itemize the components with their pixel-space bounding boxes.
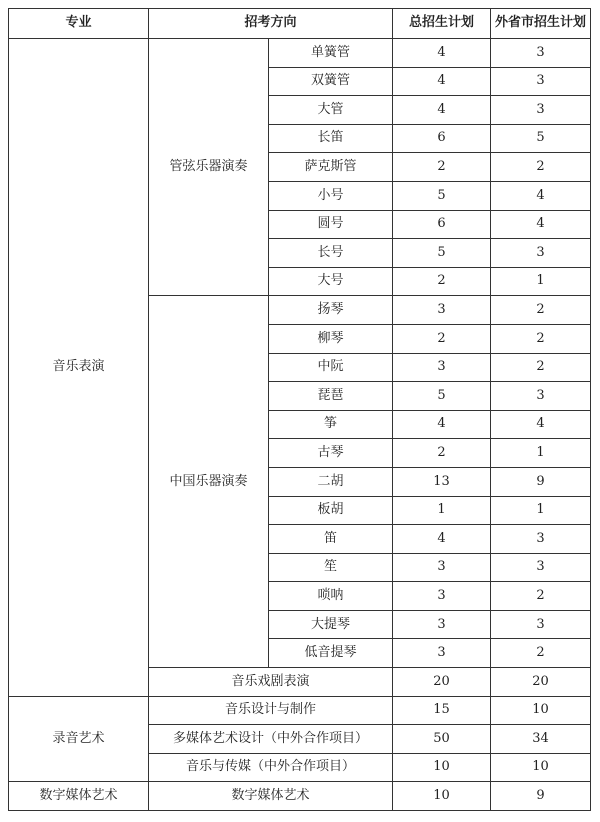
total-plan-cell: 4: [393, 96, 491, 125]
total-plan-cell: 15: [393, 696, 491, 725]
instrument-cell: 古琴: [269, 439, 393, 468]
total-plan-cell: 2: [393, 439, 491, 468]
out-of-province-cell: 3: [491, 96, 591, 125]
instrument-cell: 圆号: [269, 210, 393, 239]
instrument-cell: 低音提琴: [269, 639, 393, 668]
out-of-province-cell: 2: [491, 639, 591, 668]
out-of-province-cell: 3: [491, 610, 591, 639]
direction-group-cell: 管弦乐器演奏: [149, 39, 269, 296]
total-plan-cell: 4: [393, 525, 491, 554]
out-of-province-cell: 2: [491, 353, 591, 382]
instrument-cell: 单簧管: [269, 39, 393, 68]
total-plan-cell: 50: [393, 725, 491, 754]
out-of-province-cell: 2: [491, 324, 591, 353]
out-of-province-cell: 34: [491, 725, 591, 754]
total-plan-cell: 5: [393, 382, 491, 411]
direction-cell: 音乐戏剧表演: [149, 668, 393, 697]
total-plan-cell: 2: [393, 153, 491, 182]
out-of-province-cell: 1: [491, 496, 591, 525]
instrument-cell: 笛: [269, 525, 393, 554]
total-plan-cell: 5: [393, 239, 491, 268]
table-body: [9, 39, 591, 811]
direction-cell: 音乐设计与制作: [149, 696, 393, 725]
out-of-province-cell: 20: [491, 668, 591, 697]
instrument-cell: 筝: [269, 410, 393, 439]
total-plan-cell: 4: [393, 410, 491, 439]
total-plan-cell: 3: [393, 296, 491, 325]
instrument-cell: 笙: [269, 553, 393, 582]
out-of-province-cell: 10: [491, 696, 591, 725]
out-of-province-cell: 9: [491, 467, 591, 496]
direction-cell: 音乐与传媒（中外合作项目）: [149, 753, 393, 782]
instrument-cell: 大提琴: [269, 610, 393, 639]
instrument-cell: 中阮: [269, 353, 393, 382]
instrument-cell: 小号: [269, 181, 393, 210]
total-plan-cell: 3: [393, 553, 491, 582]
enrollment-plan-table: [8, 8, 591, 811]
out-of-province-cell: 4: [491, 410, 591, 439]
table-row: [9, 39, 591, 68]
total-plan-cell: 6: [393, 210, 491, 239]
total-plan-cell: 3: [393, 353, 491, 382]
out-of-province-cell: 5: [491, 124, 591, 153]
total-plan-cell: 6: [393, 124, 491, 153]
header-direction: 招考方向: [149, 9, 393, 39]
total-plan-cell: 10: [393, 782, 491, 811]
out-of-province-cell: 1: [491, 267, 591, 296]
out-of-province-cell: 2: [491, 153, 591, 182]
out-of-province-cell: 3: [491, 39, 591, 68]
total-plan-cell: 20: [393, 668, 491, 697]
instrument-cell: 二胡: [269, 467, 393, 496]
total-plan-cell: 1: [393, 496, 491, 525]
out-of-province-cell: 9: [491, 782, 591, 811]
out-of-province-cell: 3: [491, 239, 591, 268]
header-major: 专业: [9, 9, 149, 39]
total-plan-cell: 4: [393, 39, 491, 68]
header-out-of-province-plan: 外省市招生计划: [491, 9, 591, 39]
instrument-cell: 萨克斯管: [269, 153, 393, 182]
out-of-province-cell: 2: [491, 296, 591, 325]
table-row: [9, 696, 591, 725]
direction-group-cell: 中国乐器演奏: [149, 296, 269, 668]
total-plan-cell: 13: [393, 467, 491, 496]
out-of-province-cell: 4: [491, 210, 591, 239]
total-plan-cell: 3: [393, 582, 491, 611]
instrument-cell: 柳琴: [269, 324, 393, 353]
out-of-province-cell: 3: [491, 525, 591, 554]
header-total-plan: 总招生计划: [393, 9, 491, 39]
instrument-cell: 琵琶: [269, 382, 393, 411]
out-of-province-cell: 3: [491, 67, 591, 96]
instrument-cell: 板胡: [269, 496, 393, 525]
total-plan-cell: 5: [393, 181, 491, 210]
total-plan-cell: 10: [393, 753, 491, 782]
major-cell: 音乐表演: [9, 39, 149, 697]
out-of-province-cell: 4: [491, 181, 591, 210]
direction-cell: 数字媒体艺术: [149, 782, 393, 811]
total-plan-cell: 3: [393, 610, 491, 639]
instrument-cell: 大管: [269, 96, 393, 125]
out-of-province-cell: 3: [491, 382, 591, 411]
out-of-province-cell: 2: [491, 582, 591, 611]
out-of-province-cell: 1: [491, 439, 591, 468]
instrument-cell: 长号: [269, 239, 393, 268]
out-of-province-cell: 10: [491, 753, 591, 782]
direction-cell: 多媒体艺术设计（中外合作项目）: [149, 725, 393, 754]
total-plan-cell: 4: [393, 67, 491, 96]
major-cell: 数字媒体艺术: [9, 782, 149, 811]
total-plan-cell: 3: [393, 639, 491, 668]
total-plan-cell: 2: [393, 267, 491, 296]
instrument-cell: 唢呐: [269, 582, 393, 611]
total-plan-cell: 2: [393, 324, 491, 353]
major-cell: 录音艺术: [9, 696, 149, 782]
table-row: [9, 782, 591, 811]
instrument-cell: 长笛: [269, 124, 393, 153]
out-of-province-cell: 3: [491, 553, 591, 582]
instrument-cell: 双簧管: [269, 67, 393, 96]
instrument-cell: 大号: [269, 267, 393, 296]
header-row: [9, 9, 591, 39]
instrument-cell: 扬琴: [269, 296, 393, 325]
